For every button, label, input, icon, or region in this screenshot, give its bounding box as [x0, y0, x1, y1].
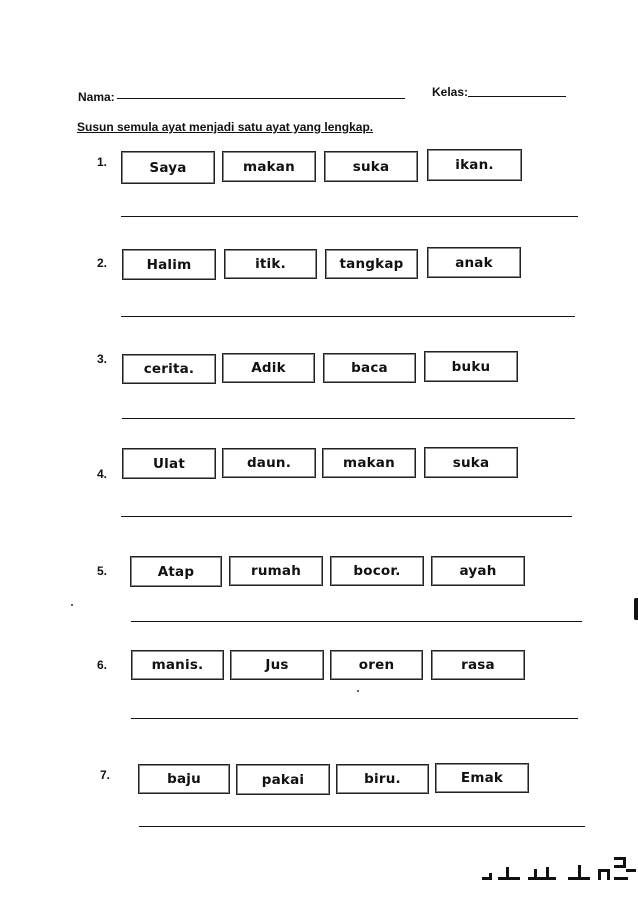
answer-line[interactable]: [131, 718, 578, 719]
word-box[interactable]: Atap: [130, 556, 222, 587]
answer-line[interactable]: [122, 418, 575, 419]
word-box[interactable]: ayah: [431, 556, 525, 586]
word-box[interactable]: Saya: [121, 151, 215, 184]
word-box[interactable]: Jus: [230, 650, 324, 680]
name-answer-line[interactable]: [117, 98, 405, 99]
word-box[interactable]: itik.: [224, 249, 317, 279]
word-box[interactable]: biru.: [336, 764, 429, 794]
word-box[interactable]: rumah: [229, 556, 323, 586]
word-box[interactable]: pakai: [236, 764, 330, 795]
word-box[interactable]: anak: [427, 247, 521, 278]
answer-line[interactable]: [139, 826, 585, 827]
instruction-text: Susun semula ayat menjadi satu ayat yang lengkap.: [77, 120, 374, 134]
word-box[interactable]: tangkap: [325, 249, 418, 279]
word-box[interactable]: makan: [222, 151, 316, 182]
name-label: Nama:: [78, 90, 115, 104]
answer-line[interactable]: [131, 621, 582, 622]
scan-speck: [357, 690, 359, 692]
question-number: 2.: [97, 256, 108, 270]
word-box[interactable]: Emak: [435, 763, 529, 793]
word-box[interactable]: rasa: [431, 650, 525, 680]
answer-line[interactable]: [121, 516, 572, 517]
word-box[interactable]: daun.: [222, 448, 316, 478]
word-box[interactable]: buku: [424, 351, 518, 382]
answer-line[interactable]: [121, 216, 578, 217]
word-box[interactable]: Halim: [122, 249, 216, 280]
answer-line[interactable]: [121, 316, 575, 317]
word-box[interactable]: oren: [330, 650, 423, 680]
word-box[interactable]: suka: [424, 447, 518, 478]
class-answer-line[interactable]: [468, 96, 566, 97]
word-box[interactable]: cerita.: [122, 354, 216, 384]
word-box[interactable]: bocor.: [330, 556, 424, 586]
word-box[interactable]: makan: [322, 448, 416, 478]
word-box[interactable]: baca: [323, 353, 416, 383]
scan-edge-mark: [634, 598, 638, 620]
word-box[interactable]: suka: [324, 151, 418, 182]
question-number: 7.: [100, 768, 111, 782]
class-label: Kelas:: [432, 85, 469, 99]
scan-speck: [71, 604, 73, 606]
word-box[interactable]: Adik: [222, 353, 315, 383]
word-box[interactable]: manis.: [131, 650, 224, 680]
question-number: 5.: [97, 564, 108, 578]
question-number: 4.: [97, 467, 108, 481]
word-box[interactable]: Ulat: [122, 448, 216, 479]
question-number: 1.: [97, 155, 108, 169]
question-number: 3.: [97, 352, 108, 366]
question-number: 6.: [97, 658, 108, 672]
cropped-marks: [476, 851, 636, 891]
word-box[interactable]: ikan.: [427, 149, 522, 181]
word-box[interactable]: baju: [138, 764, 230, 794]
